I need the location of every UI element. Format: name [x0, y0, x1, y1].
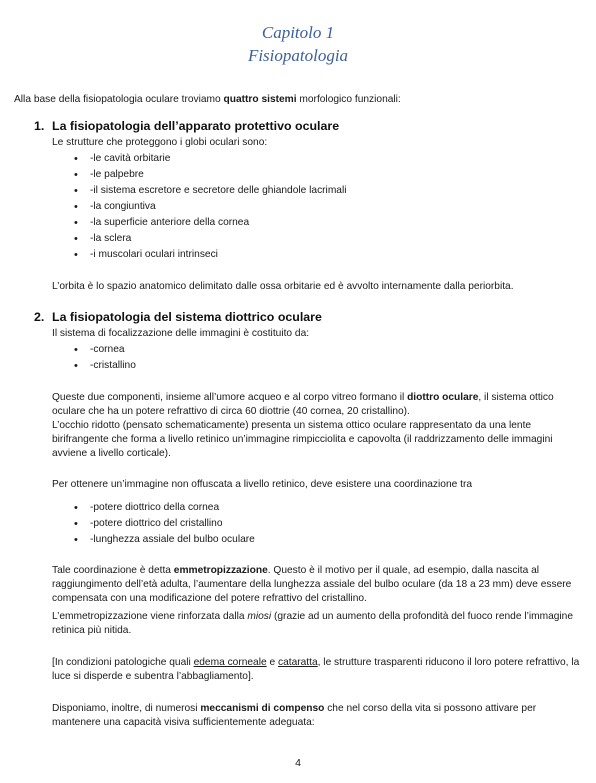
emmetropizzazione-paragraph: Tale coordinazione è detta emmetropizzazione. Questo è il motivo per il quale, ad esempio, dalla nascita al raggiungimento dell’età adulta, l’aumentare della lunghezza assiale del bulbo oculare (da 18 a 23 mm) deve essere compensata con una modificazione del potere refrattivo del cristallino.	[52, 565, 572, 604]
chapter-title: Capitolo 1	[261, 23, 335, 42]
page-number: 4	[295, 757, 301, 769]
coordinazione-paragraph: Per ottenere un’immagine non offuscata a livello retinico, deve esistere una coordinazione tra	[52, 479, 473, 490]
orbit-paragraph: L’orbita è lo spazio anatomico delimitato dalle ossa orbitarie ed è avvolto internamente dalla periorbita.	[52, 281, 514, 292]
section-2-heading: 2. La fisiopatologia del sistema diottrico oculare	[34, 310, 322, 324]
list-item: • -potere diottrico della cornea	[72, 500, 255, 516]
miosi-italic: miosi	[247, 611, 272, 622]
section-1-list	[72, 151, 347, 263]
section-2-lead: Il sistema di focalizzazione delle immagini è costituito da:	[52, 328, 310, 339]
list-item: • -le cavità orbitarie	[72, 151, 347, 167]
intro-bold: quattro sistemi	[223, 94, 297, 105]
list-item: • -la congiuntiva	[72, 199, 347, 215]
chapter-subtitle: Fisiopatologia	[247, 46, 349, 65]
list-item: • -cristallino	[72, 358, 136, 374]
intro-paragraph: Alla base della fisiopatologia oculare troviamo quattro sistemi morfologico funzionali:	[14, 94, 401, 105]
miosi-paragraph: L’emmetropizzazione viene rinforzata dalla miosi (grazie ad un aumento della profondità del fuoco rende l’immagine retinica più nitida.	[52, 611, 574, 636]
edema-link-text: edema corneale	[193, 657, 267, 668]
emmetropizzazione-bold: emmetropizzazione	[173, 565, 268, 576]
compenso-paragraph: Disponiamo, inoltre, di numerosi meccanismi di compenso che nel corso della vita si possono attivare per mantenere una capacità visiva sufficientemente adeguata:	[52, 703, 537, 728]
cataratta-link-text: cataratta	[277, 657, 318, 668]
list-item: • -le palpebre	[72, 167, 347, 183]
section-2-list-2	[72, 500, 255, 548]
list-item: • -il sistema escretore e secretore delle ghiandole lacrimali	[72, 183, 347, 199]
diottro-bold: diottro oculare	[407, 392, 479, 403]
patologie-paragraph: [In condizioni patologiche quali edema corneale e cataratta, le strutture trasparenti riducono il loro potere refrattivo, la luce si disperde e subentra l’abbagliamento].	[52, 657, 580, 682]
section-1-heading: 1. La fisiopatologia dell’apparato protettivo oculare	[34, 119, 340, 133]
section-1-lead: Le strutture che proteggono i globi oculari sono:	[52, 137, 268, 148]
compenso-bold: meccanismi di compenso	[200, 703, 325, 714]
occhio-ridotto-paragraph: L’occhio ridotto (pensato schematicamente) presenta un sistema ottico oculare rappresentato da una lente birifrangente che forma a livello retinico un’immagine rimpicciolita e capovolta (il raddrizzamento delle immagini avviene a livello corticale).	[52, 420, 553, 459]
list-item: • -la superficie anteriore della cornea	[72, 215, 347, 231]
list-item: • -lunghezza assiale del bulbo oculare	[72, 532, 255, 548]
section-2-list	[72, 342, 136, 374]
list-item: • -cornea	[72, 342, 136, 358]
list-item: • -la sclera	[72, 231, 347, 247]
list-item: • -i muscolari oculari intrinseci	[72, 247, 347, 263]
diottro-paragraph: Queste due componenti, insieme all’umore acqueo e al corpo vitreo formano il diottro oculare, il sistema ottico oculare che ha un potere refrattivo di circa 60 diottrie (40 cornea, 20 cristallino).	[52, 392, 554, 417]
list-item: • -potere diottrico del cristallino	[72, 516, 255, 532]
